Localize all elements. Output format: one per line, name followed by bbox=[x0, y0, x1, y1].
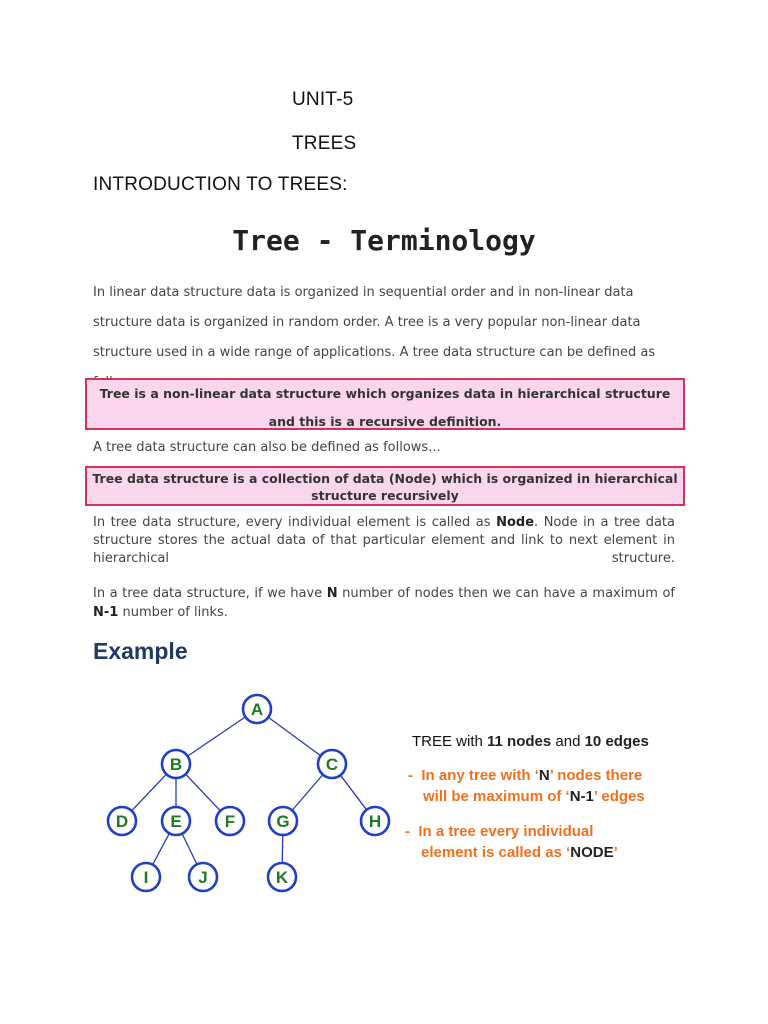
node-label: J bbox=[198, 868, 208, 887]
node-paragraph-text-1: In tree data structure, every individual element is called as bbox=[93, 515, 497, 530]
tree-node-j bbox=[189, 863, 217, 891]
edge-a-c bbox=[268, 717, 320, 755]
summary-text-1: TREE with bbox=[412, 733, 488, 750]
node-label: B bbox=[169, 755, 183, 774]
tree-node-b bbox=[162, 750, 190, 778]
tree-node-k bbox=[268, 863, 296, 891]
definition-box-2: Tree data structure is a collection of data (Node) which is organized in hierarchical structure recursively bbox=[85, 466, 685, 506]
node-label: D bbox=[115, 812, 129, 831]
links-text-2: number of nodes then we can have a maximum of bbox=[337, 586, 675, 601]
tree-node-i bbox=[132, 863, 160, 891]
tree-node-a bbox=[243, 695, 271, 723]
summary-nodes: 11 nodes bbox=[487, 733, 552, 750]
note2-text-a: element is called as ‘ bbox=[421, 844, 571, 861]
note2-line1: In a tree every individual bbox=[418, 823, 594, 840]
note1-text-d: will be maximum of ‘ bbox=[423, 788, 570, 805]
note1-text-e: ’ edges bbox=[593, 788, 645, 805]
links-n-minus-1: N-1 bbox=[93, 605, 119, 620]
tree-node-d bbox=[108, 807, 136, 835]
definition-box-1: Tree is a non-linear data structure which organizes data in hierarchical structure and this is a recursive definition. bbox=[85, 378, 685, 430]
unit-heading: UNIT-5 bbox=[292, 89, 354, 110]
links-n: N bbox=[326, 586, 338, 601]
tree-summary bbox=[412, 733, 649, 750]
node-label: G bbox=[276, 812, 290, 831]
note-node-term bbox=[405, 821, 618, 863]
note2-node: NODE bbox=[570, 844, 614, 861]
node-paragraph-text-2: . Node in a tree data structure stores the actual data of that particular element and link to next element in hierarchical structure. bbox=[93, 515, 675, 566]
edge-c-h bbox=[340, 775, 366, 810]
summary-edges: 10 edges bbox=[584, 733, 649, 750]
edge-e-j bbox=[182, 834, 197, 865]
links-text-3: number of links. bbox=[118, 605, 228, 620]
edge-b-f bbox=[186, 774, 221, 811]
tree-node-f bbox=[216, 807, 244, 835]
summary-text-2: and bbox=[551, 733, 585, 750]
tree-nodes bbox=[108, 695, 389, 891]
note1-text-a: In any tree with ‘ bbox=[421, 767, 539, 784]
tree-edges bbox=[132, 717, 367, 865]
node-label: C bbox=[325, 755, 339, 774]
page-title: Tree - Terminology bbox=[232, 224, 536, 257]
edge-c-g bbox=[292, 775, 323, 811]
note1-n-1: N-1 bbox=[569, 788, 594, 805]
note1-dash: - bbox=[408, 767, 413, 784]
node-paragraph bbox=[93, 514, 675, 568]
note-max-edges bbox=[408, 765, 645, 807]
edge-b-d bbox=[132, 774, 167, 811]
tree-node-e bbox=[162, 807, 190, 835]
example-heading: Example bbox=[93, 638, 188, 664]
edge-e-i bbox=[153, 833, 170, 864]
edge-g-k bbox=[282, 835, 283, 863]
edge-a-b bbox=[188, 717, 246, 756]
note1-n: N bbox=[538, 767, 550, 784]
links-paragraph bbox=[93, 584, 675, 622]
tree-node-c bbox=[318, 750, 346, 778]
links-text-1: In a tree data structure, if we have bbox=[93, 586, 327, 601]
alt-definition-intro: A tree data structure can also be defined as follows... bbox=[93, 440, 441, 455]
intro-heading: INTRODUCTION TO TREES: bbox=[93, 174, 348, 195]
trees-heading: TREES bbox=[292, 133, 357, 154]
tree-node-h bbox=[361, 807, 389, 835]
node-label: F bbox=[224, 812, 236, 831]
note2-text-c: ’ bbox=[613, 844, 618, 861]
node-term: Node bbox=[496, 515, 535, 530]
node-label: E bbox=[170, 812, 182, 831]
note2-dash: - bbox=[405, 823, 410, 840]
node-label: I bbox=[143, 868, 149, 887]
tree-node-g bbox=[269, 807, 297, 835]
node-label: K bbox=[275, 868, 289, 887]
note1-text-c: ’ nodes there bbox=[549, 767, 643, 784]
intro-paragraph: In linear data structure data is organized in sequential order and in non-linear data structure data is organized in random order. A tree is a very popular non-linear data structure used in a wide range of applications. A tree data structure can be defined as bbox=[93, 285, 656, 360]
tree-diagram bbox=[90, 685, 410, 900]
node-label: A bbox=[250, 700, 264, 719]
node-label: H bbox=[368, 812, 382, 831]
